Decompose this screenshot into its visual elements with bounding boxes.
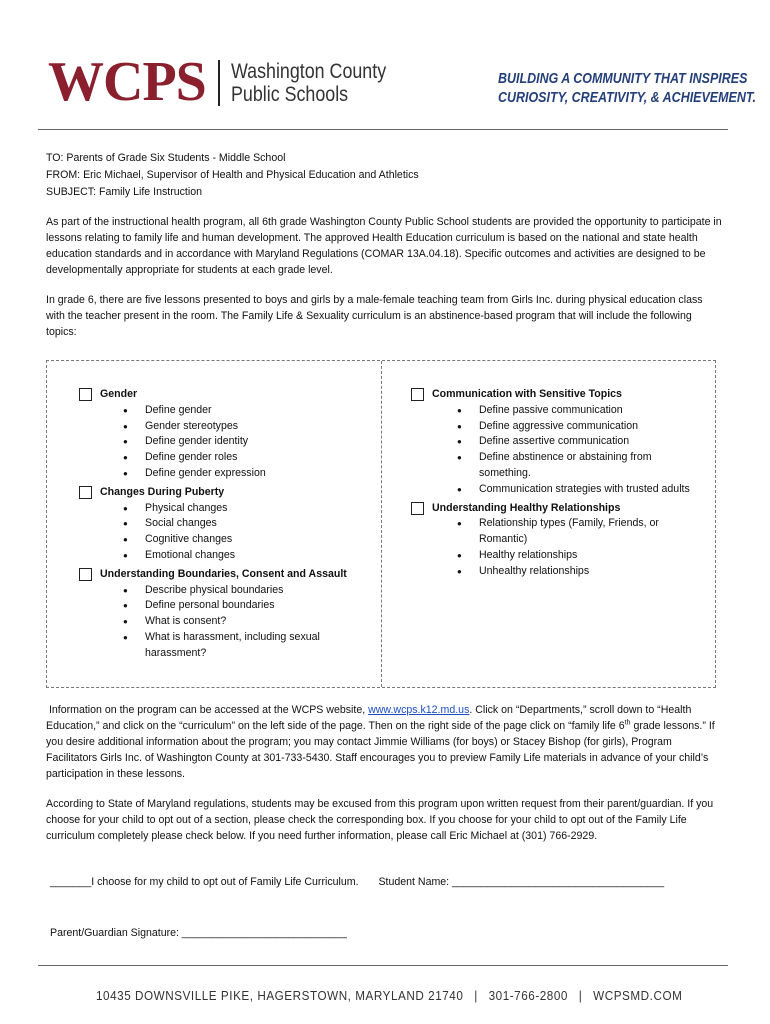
signature-line[interactable]: Parent/Guardian Signature: ____________________________ bbox=[50, 927, 347, 939]
list-item: ● Emotional changes bbox=[79, 548, 349, 564]
footer-phone: 301-766-2800 bbox=[488, 988, 568, 1003]
memo-header bbox=[46, 150, 722, 200]
topic-title: Understanding Healthy Relationships bbox=[432, 501, 621, 514]
topic-title: Communication with Sensitive Topics bbox=[432, 388, 622, 400]
relationships-items bbox=[411, 516, 701, 579]
info-text-1: Information on the program can be accessed at the WCPS website, bbox=[48, 704, 369, 716]
communication-items bbox=[411, 403, 701, 498]
info-paragraph bbox=[46, 702, 722, 782]
list-item: ● Define gender roles bbox=[79, 450, 349, 466]
list-item: ● What is consent? bbox=[79, 614, 349, 630]
gender-checkbox[interactable] bbox=[79, 388, 92, 401]
list-item: ● Define assertive communication bbox=[411, 434, 701, 450]
gender-items bbox=[79, 403, 349, 482]
list-item: ● Healthy relationships bbox=[411, 548, 701, 564]
puberty-checkbox[interactable] bbox=[79, 486, 92, 499]
topic-gender bbox=[79, 387, 349, 403]
relationships-checkbox[interactable] bbox=[411, 502, 424, 515]
topic-communication bbox=[411, 387, 701, 403]
district-name-line2: Public Schools bbox=[231, 83, 349, 106]
tagline bbox=[498, 70, 756, 108]
topic-title: Gender bbox=[100, 388, 138, 400]
footer-address: 10435 DOWNSVILLE PIKE, HAGERSTOWN, MARYLAND 21740 bbox=[96, 988, 464, 1003]
footer bbox=[96, 988, 682, 1003]
intro-paragraph: As part of the instructional health program, all 6th grade Washington County Public School students are provided the opportunity to participate in lessons relating to family life and human development. The approved Health Education curriculum is based on the national and state health education standards and in accordance with Maryland Regulations (COMAR 13A.04.18). Specific outcomes and activities are designed to be developmentally appropriate for students at each grade level. bbox=[46, 216, 722, 276]
info-superscript: th bbox=[624, 719, 631, 727]
footer-website[interactable]: WCPSMD.COM bbox=[593, 988, 683, 1003]
topics-box bbox=[46, 360, 716, 688]
memo-from: FROM: Eric Michael, Supervisor of Health and Physical Education and Athletics bbox=[46, 169, 419, 181]
footer-rule bbox=[38, 965, 728, 966]
list-item: ● Unhealthy relationships bbox=[411, 564, 701, 580]
opt-out-line bbox=[50, 876, 664, 888]
topics-left-column bbox=[79, 387, 349, 662]
footer-separator: | bbox=[578, 988, 583, 1003]
topic-title: Changes During Puberty bbox=[100, 485, 225, 498]
list-item: ● Define gender bbox=[79, 403, 349, 419]
wcps-logo: WCPS bbox=[48, 51, 206, 113]
list-item: ● Define gender identity bbox=[79, 434, 349, 450]
footer-separator: | bbox=[474, 988, 478, 1003]
letterhead bbox=[0, 0, 770, 130]
student-name-field[interactable]: Student Name: ____________________________________ bbox=[378, 876, 665, 888]
boundaries-items bbox=[79, 583, 349, 662]
list-item: ● Define aggressive communication bbox=[411, 419, 701, 435]
list-item: ● Relationship types (Family, Friends, or Romantic) bbox=[411, 516, 701, 548]
topic-title: Understanding Boundaries, Consent and Assault bbox=[100, 567, 347, 580]
district-name-line1: Washington County bbox=[231, 60, 387, 83]
list-item: ● Communication strategies with trusted adults bbox=[411, 482, 701, 498]
grade6-paragraph: In grade 6, there are five lessons presented to boys and girls by a male-female teaching team from Girls Inc. during physical education class with the teacher present in the room. The Family Life & Sexuality curriculum is an abstinence-based program that will include the following topics: bbox=[46, 294, 703, 338]
list-item: ● Describe physical boundaries bbox=[79, 583, 349, 599]
list-item: ● Social changes bbox=[79, 516, 349, 532]
header-rule bbox=[38, 129, 728, 130]
topics-right-column bbox=[411, 387, 701, 580]
wcps-website-link[interactable]: www.wcps.k12.md.us bbox=[368, 704, 470, 716]
topic-puberty bbox=[79, 485, 349, 501]
boundaries-checkbox[interactable] bbox=[79, 568, 92, 581]
list-item: ● Physical changes bbox=[79, 501, 349, 517]
letter-body bbox=[46, 150, 722, 340]
list-item: ● Define personal boundaries bbox=[79, 598, 349, 614]
puberty-items bbox=[79, 501, 349, 564]
topic-relationships bbox=[411, 501, 701, 517]
logo-divider bbox=[218, 60, 220, 106]
list-item: ● Gender stereotypes bbox=[79, 419, 349, 435]
tagline-line1: BUILDING A COMMUNITY THAT INSPIRES bbox=[498, 71, 748, 87]
list-item: ● Cognitive changes bbox=[79, 532, 349, 548]
list-item: ● Define passive communication bbox=[411, 403, 701, 419]
list-item: ● Define gender expression bbox=[79, 466, 349, 482]
memo-to: TO: Parents of Grade Six Students - Middle School bbox=[46, 152, 286, 164]
tagline-line2: CURIOSITY, CREATIVITY, & ACHIEVEMENT. bbox=[498, 90, 756, 106]
district-name bbox=[231, 60, 386, 106]
list-item: ● What is harassment, including sexual harassment? bbox=[79, 630, 349, 662]
memo-subject: SUBJECT: Family Life Instruction bbox=[46, 186, 203, 198]
communication-checkbox[interactable] bbox=[411, 388, 424, 401]
letter-lower-body bbox=[46, 702, 722, 844]
list-item: ● Define abstinence or abstaining from something. bbox=[411, 450, 701, 482]
opt-out-statement[interactable]: _______I choose for my child to opt out of Family Life Curriculum. bbox=[50, 876, 359, 888]
info-text-2: . Click on “Departments,” scroll down to “Health Education,” and click on the “curriculum” on the left side of the page. Then on the right side of the page click on “family life 6 bbox=[46, 704, 692, 732]
topic-boundaries bbox=[79, 567, 349, 583]
info-text-3: grade lessons.” If you desire additional information about the program; you may contact Jimmie Williams (for boys) or Stacey Bishop (for girls), Program Facilitators Girls Inc. of Washington County at 301-733-5430. Staff encourages you to preview Family Life materials in advance of your child’s participation in these lessons. bbox=[46, 720, 715, 780]
regulations-paragraph: According to State of Maryland regulations, students may be excused from this program upon written request from their parent/guardian. If you choose for your child to opt out of a section, please check the corresponding box. If you choose for your child to opt out of the Family Life curriculum completely please check below. If you need further information, please call Eric Michael at (301) 766-2929. bbox=[46, 798, 714, 842]
topics-box-divider bbox=[381, 361, 382, 687]
